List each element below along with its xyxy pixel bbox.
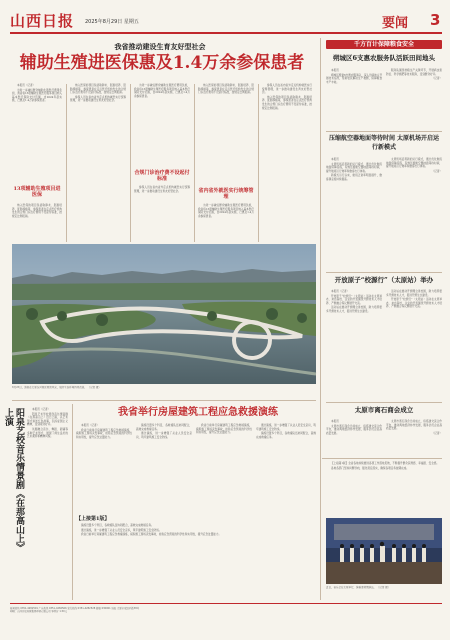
lead-paragraph: 纳入医保的项目包括取卵术、胚胎培养、胚胎移植等，参保患者在定点医疗机构发生的合规门诊治疗费用不设起付标准，按规定比例报销。 [12,204,62,218]
masthead-rule [10,32,442,34]
left-story-paragraph: 阳泉艺术学校原创音乐情景剧《在那高山上》近日上演，以艺术形式讲述红色故事，弘扬爱国主义精神，受到观众好评。 [27,412,68,427]
drill-body-col-2 [136,424,192,514]
section-title: 要闻 [382,16,409,31]
side-story-3-byline: 本报讯（记者） [331,290,350,293]
lead-paragraph: 为进一步减轻群众辅助生殖医疗费用负担，我省将13项辅助生殖医疗服务项目纳入基本医疗保险支付范围，自2024年起实施，已惠及1.4万余参保患者。 [134,84,190,98]
left-story-headline: 阳泉艺校音乐情景剧《在那高山上》上演 [3,408,24,552]
lead-paragraph: 为进一步减轻群众辅助生殖医疗费用负担，我省将13项辅助生殖医疗服务项目纳入基本医疗保险支付范围，自2024年起实施，已惠及1.4万余参保患者。 [12,88,62,103]
side-story-3-paragraph: 活动旨在推动开源理念进校园，助力培养更多开源技术人才，促进开源生态建设。 [386,290,442,297]
drill-body-continued [76,524,316,598]
drill-paragraph: 我省日前举行房屋建筑工程应急救援演练，模拟施工现场突发事故，检验应急预案的科学性和实用性，提升应急处置能力。 [76,428,132,439]
footer-rule [10,603,442,604]
lead-photo-caption-text: 8月25日，游客在太原汾河景区观赏风光，城市生态环境持续改善。 [12,386,87,389]
lead-subhead-1: 13项辅助生殖项目进医保 [13,186,61,198]
section-banner: 千方百计保障粮食安全 [326,40,442,49]
lead-body-col-3 [134,84,190,164]
newspaper-name: 山西日报 [10,12,75,30]
bottom-story-paragraph: 【上接第1版】全省各地持续推进各项工作落地见效，不断提升群众获得感、幸福感、安全感。 [331,462,439,465]
side-story-3-paragraph: 开放原子“校源行”（太原站）活动在太原举办，来自高校、企业的代表围绕开源技术人才培养、产教融合等议题展开交流。 [326,294,382,305]
drill-paragraph: 我省日前举行房屋建筑工程应急救援演练，模拟施工现场突发事故，检验应急预案的科学性和实用性，提升应急处置能力。 [196,424,252,435]
side-story-4-headline: 太原市离石商会成立 [354,406,414,414]
lead-body-col-2 [70,84,126,242]
lead-subhead-2: 合规门诊治疗费不设起付标准 [134,170,190,182]
drill-paragraph: 通过演练，进一步增强了从业人员安全意识，筑牢建筑施工安全防线。 [136,432,192,439]
side-story-1-headline: 朔城区6支惠农服务队活跃田间地头 [332,54,436,62]
drill-body-col-4 [256,424,316,514]
lead-body-col-1b [12,204,62,244]
side-story-2-paragraph: 太原机场启用新的运行模式，通过优化航班地面保障流程，有效压缩航空器地面等待时间，提升航班运行效率和旅客出行体验。 [326,162,382,173]
left-story [3,404,70,600]
footer-contact-line: 新闻热线 0351-4282501 广告热线 0351-4282566 发行热线 0351-4282528 邮编 030001 地址 太原市双塔西街38号 [10,607,140,610]
side-story-2-body [326,158,382,270]
side-story-2-byline: 本报讯 [331,158,339,161]
lead-body-col-4 [198,84,254,179]
lead-subhead-3: 省内省外就医实行统筹管理 [198,188,254,200]
side-story-2-headline: 压缩航空器地面等待时间 太原机场开启运行新模式 [328,135,440,151]
drill-paragraph: 通过演练，进一步增强了从业人员安全意识，筑牢建筑施工安全防线。 [81,528,162,532]
footer-print-line: 印刷：山西日报传媒集团印务有限公司 零售价 1.50元 [10,610,68,614]
lead-body-col-5 [262,84,312,242]
side-story-3-body [326,290,382,400]
side-story-2-body-col-2 [386,158,442,270]
lead-body-col-4b [198,204,254,242]
side-story-3-paragraph: 开放原子“校源行”（太原站）活动在太原举办，来自高校、企业的代表围绕开源技术人才培养、产教融合等议题展开交流。 [386,298,442,309]
drill-byline: 本报讯（记者） [81,424,100,427]
bottom-story-paragraph: 各地各部门坚持问题导向，强化责任落实，确保各项任务按期完成。 [331,466,409,470]
lead-photo-caption [12,386,316,398]
page-number: 3 [430,11,441,29]
side-story-4-byline: 本报讯 [331,420,339,423]
lead-paragraph: 纳入医保的项目包括取卵术、胚胎培养、胚胎移植等，参保患者在定点医疗机构发生的合规门诊治疗费用不设起付标准，按规定比例报销。 [262,95,312,110]
side-story-1-byline: 本报讯 [331,69,339,72]
side-story-2-paragraph: 太原机场启用新的运行模式，通过优化航班地面保障流程，有效压缩航空器地面等待时间，提升航班运行效率和旅客出行体验。 [386,158,442,169]
riverside-park-photo [12,244,316,384]
drill-paragraph: 通过演练，进一步增强了从业人员安全意识，筑牢建筑施工安全防线。 [256,424,316,431]
lead-kicker: 我省推动建设生育友好型社会 [114,42,206,51]
lead-headline: 辅助生殖进医保惠及1.4万余参保患者 [19,53,305,73]
concert-photo-caption [326,586,442,598]
lead-byline: 本报讯（记者） [17,84,36,87]
left-story-paragraph: 该剧融合音乐、舞蹈、朗诵等多种艺术形式，展现了师生良好的艺术素养和精神风貌。 [27,427,68,439]
drill-paragraph: 演练设置多个科目，各救援队伍协同配合，高效完成救援任务。 [81,524,154,527]
issue-date: 2025年8月29日 星期五 [85,19,139,25]
side-story-3-headline: 开放原子“校源行”（太原站）举办 [334,276,434,284]
lead-paragraph: 参保人员在省内省外定点机构就医实行统筹管理，进一步推动建设生育友好型社会。 [134,186,190,193]
side-story-4-body [326,420,382,456]
drill-paragraph: 演练设置多个科目，各救援队伍协同配合，高效完成救援任务。 [136,424,192,431]
side-story-1-paragraph: 服务队围绕秋粮生产关键环节，开展病虫害防治、科学施肥等技术服务，受到群众好评。 [386,69,442,76]
side-story-4-paragraph: 太原市离石商会日前成立，将搭建交流合作平台，推动两地经济协作发展，服务会员企业高质量发展。 [326,424,382,435]
lead-body-col-3b [134,186,190,242]
left-story-byline: 本报讯（记者） [32,408,51,411]
lead-paragraph: 参保人员在省内省外定点机构就医实行统筹管理，进一步推动建设生育友好型社会。 [262,84,312,95]
drill-body-col-1 [76,424,132,514]
lead-body-col-1 [12,84,62,184]
concert-stage-photo [326,518,442,584]
masthead [10,6,442,32]
side-story-2-credit: （记者） [431,169,442,173]
bottom-story-body [326,462,442,516]
concert-photo-credit: （记者 摄） [376,586,391,589]
side-story-4-body-col-2 [386,420,442,456]
lead-paragraph: 纳入医保的项目包括取卵术、胚胎培养、胚胎移植等，参保患者在定点医疗机构发生的合规门诊治疗费用不设起付标准，按规定比例报销。 [70,84,126,95]
lead-photo-credit: （记者 摄） [87,386,101,389]
lead-paragraph: 纳入医保的项目包括取卵术、胚胎培养、胚胎移植等，参保患者在定点医疗机构发生的合规门诊治疗费用不设起付标准，按规定比例报销。 [198,84,254,95]
footer [10,607,442,627]
side-story-1-body [326,69,382,129]
drill-headline: 我省举行房屋建筑工程应急救援演练 [118,407,278,418]
side-story-2-paragraph: 新模式运行以来，航班正常率明显提升，旅客满意度持续提高。 [326,174,382,181]
side-story-1-body-col-2 [386,69,442,129]
side-story-1-credit: （记者） [431,77,442,81]
lead-paragraph: 参保人员在省内省外定点机构就医实行统筹管理，进一步推动建设生育友好型社会。 [70,95,126,103]
side-story-3-body-col-2 [386,290,442,400]
drill-continued-label: 【上接第1版】 [76,516,110,522]
concert-photo-caption-text: 近日，音乐会在太原举行，演奏者倾情演出。 [326,586,377,589]
side-story-3-paragraph: 活动旨在推动开源理念进校园，助力培养更多开源技术人才，促进开源生态建设。 [326,306,382,313]
lead-paragraph: 为进一步减轻群众辅助生殖医疗费用负担，我省将13项辅助生殖医疗服务项目纳入基本医疗保险支付范围，自2024年起实施，已惠及1.4万余参保患者。 [198,204,254,218]
drill-paragraph: 我省日前举行房屋建筑工程应急救援演练，模拟施工现场突发事故，检验应急预案的科学性和实用性，提升应急处置能力。 [81,533,222,537]
drill-paragraph: 演练设置多个科目，各救援队伍协同配合，高效完成救援任务。 [256,432,316,439]
left-story-body [27,408,68,598]
side-story-4-credit: （记者） [431,431,442,435]
drill-body-col-3 [196,424,252,514]
concert-photo [326,518,442,584]
side-story-4-paragraph: 太原市离石商会日前成立，将搭建交流合作平台，推动两地经济协作发展，服务会员企业高质量发展。 [386,420,442,431]
side-story-1-paragraph: 朔城区组建6支惠农服务队，深入田间地头开展技术指导，帮助农民解决生产难题，保障粮食丰产丰收。 [326,73,382,84]
lead-photo [12,244,316,384]
